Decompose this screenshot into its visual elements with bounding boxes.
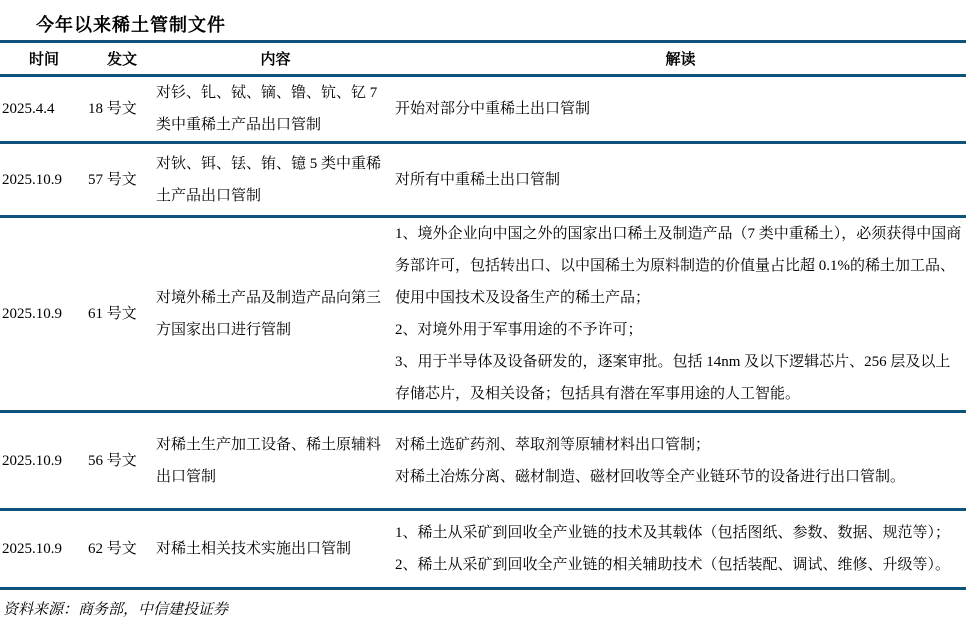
interpretation-paragraph: 对稀土选矿药剂、萃取剂等原辅材料出口管制； [395, 436, 711, 453]
table-row [0, 511, 966, 590]
table-row [0, 413, 966, 511]
cell-doc-number: 18 号文 [88, 101, 137, 117]
table-row [0, 144, 966, 218]
cell-doc-number: 57 号文 [88, 171, 137, 188]
cell-date: 2025.10.9 [2, 541, 62, 557]
interpretation-paragraph: 1、境外企业向中国之外的国家出口稀土及制造产品（7 类中重稀土），必须获得中国商务部许可，包括转出口、以中国稀土为原料制造的价值量占比超 0.1%的稀土加工品、使用中国技术及设备生产的稀土产品； [395, 226, 962, 306]
column-header-interpretation: 解读 [665, 51, 696, 68]
cell-content: 对钬、铒、铥、铕、镱 5 类中重稀土产品出口管制 [156, 155, 382, 204]
table-row [0, 218, 966, 413]
cell-date: 2025.10.9 [2, 306, 62, 322]
cell-doc-number: 61 号文 [88, 306, 137, 322]
interpretation-paragraph: 对所有中重稀土出口管制 [395, 171, 561, 188]
cell-content: 对钐、钆、铽、镝、镥、钪、钇 7 类中重稀土产品出口管制 [156, 85, 378, 133]
column-header-document: 发文 [106, 51, 137, 68]
cell-date: 2025.10.9 [2, 171, 62, 188]
table-row [0, 77, 966, 144]
cell-doc-number: 62 号文 [88, 541, 137, 557]
cell-content: 对境外稀土产品及制造产品向第三方国家出口进行管制 [156, 290, 382, 338]
interpretation-paragraph: 1、稀土从采矿到回收全产业链的技术及其载体（包括图纸、参数、数据、规范等）； [395, 525, 951, 541]
cell-date: 2025.4.4 [2, 101, 55, 117]
interpretation-paragraph: 2、稀土从采矿到回收全产业链的相关辅助技术（包括装配、调试、维修、升级等）。 [395, 557, 951, 573]
table-title: 今年以来稀土管制文件 [36, 15, 226, 35]
interpretation-paragraph: 开始对部分中重稀土出口管制 [395, 101, 591, 117]
cell-date: 2025.10.9 [2, 452, 62, 469]
source-note: 资料来源：商务部，中信建投证券 [3, 602, 229, 618]
table-header-row [0, 43, 966, 77]
column-header-content: 内容 [260, 51, 291, 68]
column-header-time: 时间 [28, 51, 59, 68]
cell-interpretation [395, 93, 966, 125]
interpretation-paragraph: 2、对境外用于军事用途的不予许可； [395, 322, 643, 338]
cell-doc-number: 56 号文 [88, 452, 137, 469]
cell-interpretation [395, 218, 966, 410]
cell-content: 对稀土相关技术实施出口管制 [156, 541, 352, 557]
cell-interpretation [395, 164, 966, 196]
interpretation-paragraph: 对稀土冶炼分离、磁材制造、磁材回收等全产业链环节的设备进行出口管制。 [395, 468, 906, 485]
interpretation-paragraph: 3、用于半导体及设备研发的，逐案审批。包括 14nm 及以下逻辑芯片、256 层及以上存储芯片，及相关设备；包括具有潜在军事用途的人工智能。 [395, 354, 951, 402]
cell-content: 对稀土生产加工设备、稀土原辅料出口管制 [156, 436, 382, 485]
cell-interpretation [395, 517, 966, 581]
cell-interpretation [395, 429, 966, 493]
